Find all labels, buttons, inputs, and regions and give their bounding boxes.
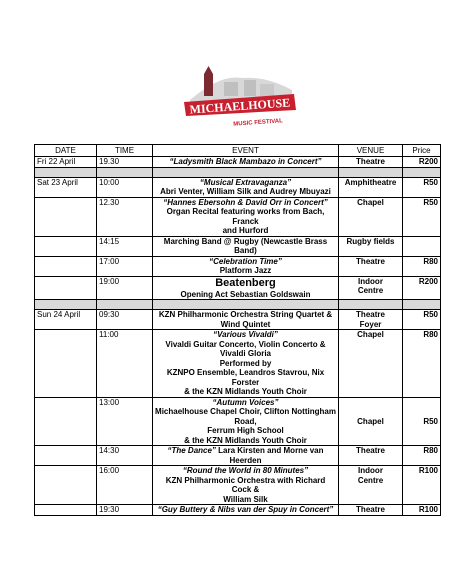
event-title: “The Dance”	[167, 446, 216, 455]
cell-date	[35, 446, 97, 466]
cell-date: Fri 22 April	[35, 157, 97, 168]
event-detail: Wind Quintet	[220, 319, 271, 329]
cell-venue: Chapel	[339, 197, 403, 236]
header-time: TIME	[97, 145, 153, 157]
table-row	[35, 256, 441, 276]
event-title: “Musical Extravaganza”	[199, 177, 292, 187]
cell-date	[35, 330, 97, 398]
cell-venue: Theatre	[339, 505, 403, 516]
cell-date	[35, 276, 97, 300]
venue-line: Indoor	[358, 276, 383, 286]
festival-schedule-table	[34, 144, 441, 516]
cell-venue: Amphitheatre	[339, 177, 403, 197]
table-row	[35, 330, 441, 398]
cell-price: R50	[403, 310, 441, 330]
cell-time: 14:15	[97, 236, 153, 256]
cell-event	[153, 466, 339, 505]
cell-price: R50	[403, 397, 441, 446]
cell-date	[35, 505, 97, 516]
event-title: “Celebration Time”	[209, 256, 282, 266]
cell-price: R80	[403, 446, 441, 466]
table-row	[35, 446, 441, 466]
table-row	[35, 236, 441, 256]
cell-time: 10:00	[97, 177, 153, 197]
cell-venue	[339, 276, 403, 300]
event-detail: Performed by	[219, 358, 272, 368]
venue-line: Indoor	[358, 466, 383, 475]
event-detail: KZN Philharmonic Orchestra with Richard Cock &	[165, 475, 326, 494]
cell-event: “Ladysmith Black Mambazo in Concert”	[153, 157, 339, 168]
cell-date	[35, 466, 97, 505]
cell-event	[153, 330, 339, 398]
cell-event	[153, 276, 339, 300]
cell-event: Marching Band @ Rugby (Newcastle Brass Band)	[153, 236, 339, 256]
cell-event	[153, 446, 339, 466]
event-detail: KZN Philharmonic Orchestra String Quartet &	[158, 310, 333, 319]
cell-event	[153, 177, 339, 197]
event-detail: Organ Recital featuring works from Bach, Franck	[166, 207, 325, 226]
cell-date	[35, 236, 97, 256]
event-detail: Platform Jazz	[219, 266, 272, 275]
logo-sub: MUSIC FESTIVAL	[233, 118, 283, 128]
cell-price: R100	[403, 505, 441, 516]
event-detail: & the KZN Midlands Youth Choir	[184, 387, 307, 396]
cell-time: 17:00	[97, 256, 153, 276]
cell-venue: Rugby fields	[339, 236, 403, 256]
cell-venue: Theatre	[339, 256, 403, 276]
cell-venue	[339, 310, 403, 330]
cell-venue: Theatre	[339, 157, 403, 168]
cell-time: 13:00	[97, 397, 153, 446]
cell-time: 12.30	[97, 197, 153, 236]
table-row	[35, 276, 441, 300]
event-detail: and Hurford	[222, 226, 269, 235]
header-price: Price	[403, 145, 441, 157]
cell-price: R100	[403, 466, 441, 505]
cell-price: R50	[403, 177, 441, 197]
event-detail: William Silk	[223, 494, 268, 504]
venue-line: Centre	[357, 475, 384, 485]
table-row	[35, 157, 441, 168]
cell-price: R50	[403, 197, 441, 236]
cell-time: 16:00	[97, 466, 153, 505]
event-title: “Autumn Voices”	[212, 397, 279, 407]
event-title: “Round the World in 80 Minutes”	[182, 466, 309, 475]
event-detail: & the KZN Midlands Youth Choir	[184, 435, 307, 445]
table-row	[35, 397, 441, 446]
venue-line: Foyer	[359, 319, 382, 329]
venue-line: Theatre	[356, 310, 385, 319]
event-detail: Opening Act Sebastian Goldswain	[180, 289, 311, 299]
cell-date	[35, 397, 97, 446]
event-detail: Ferrum High School	[207, 426, 284, 435]
cell-venue	[339, 466, 403, 505]
event-detail: Vivaldi Guitar Concerto, Violin Concerto & Vivaldi Gloria	[165, 339, 326, 358]
cell-price	[403, 236, 441, 256]
cell-time: 19.30	[97, 157, 153, 168]
cell-event	[153, 256, 339, 276]
event-detail: Lara Kirsten and Morne van Heerden	[215, 446, 324, 465]
venue-line: Centre	[357, 286, 384, 295]
cell-time: 14:30	[97, 446, 153, 466]
logo-name: MICHAELHOUSE	[189, 95, 291, 117]
cell-date	[35, 197, 97, 236]
header-event: EVENT	[153, 145, 339, 157]
cell-event	[153, 197, 339, 236]
cell-date: Sat 23 April	[35, 177, 97, 197]
separator-row	[35, 300, 441, 310]
cell-price: R200	[403, 157, 441, 168]
table-row	[35, 466, 441, 505]
header-venue: VENUE	[339, 145, 403, 157]
header-date: DATE	[35, 145, 97, 157]
table-row	[35, 505, 441, 516]
event-title: Beatenberg	[215, 276, 276, 289]
cell-price: R200	[403, 276, 441, 300]
cell-event: “Guy Buttery & Nibs van der Spuy in Concert”	[153, 505, 339, 516]
cell-time: 19:00	[97, 276, 153, 300]
table-row	[35, 197, 441, 236]
cell-venue: Chapel	[339, 397, 403, 446]
cell-event	[153, 310, 339, 330]
event-detail: Michaelhouse Chapel Choir, Clifton Nottingham Road,	[155, 407, 336, 426]
event-detail: Abri Venter, William Silk and Audrey Mbuyazi	[160, 187, 331, 196]
cell-time: 19:30	[97, 505, 153, 516]
cell-date	[35, 256, 97, 276]
cell-time: 09:30	[97, 310, 153, 330]
table-row	[35, 310, 441, 330]
separator-row	[35, 167, 441, 177]
cell-date: Sun 24 April	[35, 310, 97, 330]
cell-venue: Theatre	[339, 446, 403, 466]
event-title: “Hannes Ebersohn & David Orr in Concert”	[163, 197, 328, 207]
cell-time: 11:00	[97, 330, 153, 398]
cell-price: R80	[403, 330, 441, 398]
event-detail: KZNPO Ensemble, Leandros Stavrou, Nix Forster	[166, 368, 325, 387]
table-row	[35, 177, 441, 197]
festival-logo	[180, 56, 300, 136]
cell-event	[153, 397, 339, 446]
event-title: “Various Vivaldi”	[213, 330, 278, 339]
cell-venue: Chapel	[339, 330, 403, 398]
header-row	[35, 145, 441, 157]
cell-price: R80	[403, 256, 441, 276]
